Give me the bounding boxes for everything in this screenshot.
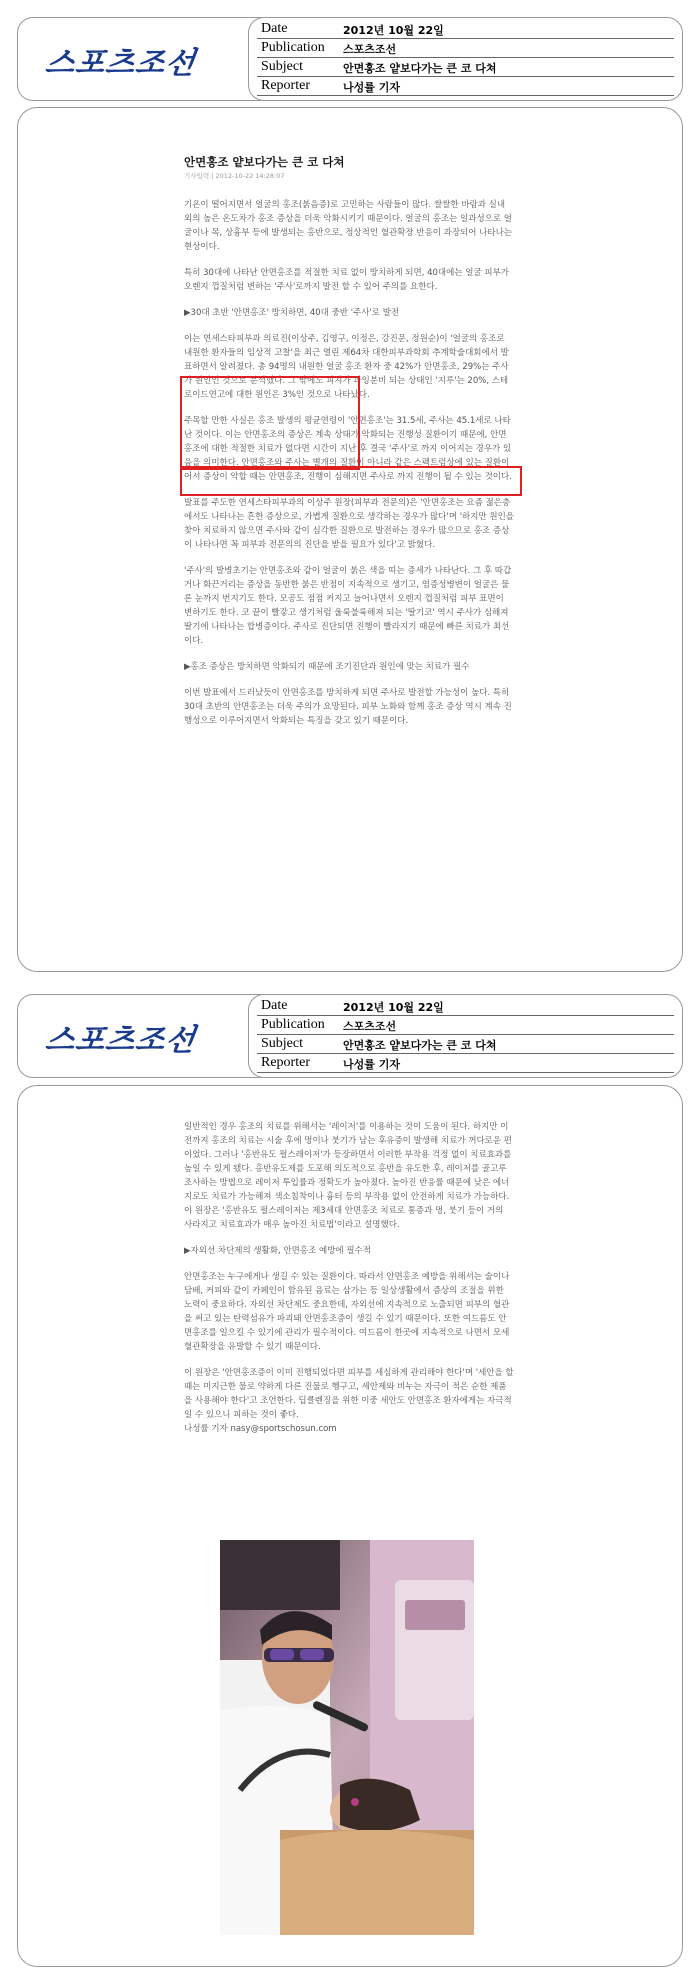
reporter-byline: 나성률 기자 nasy@sportschosun.com [184,1424,337,1434]
reporter-key: Reporter [261,78,310,93]
meta-subject-row [257,58,674,77]
subject-key: Subject [261,59,303,74]
paragraph: 기온이 떨어지면서 얼굴의 홍조(붉음증)로 고민하는 사람들이 많다. 쌀쌀한 바람과 실내 외의 높은 온도차가 홍조 증상을 더욱 악화시키기 때문이다. 얼굴의 홍조는 일과성으로 얼굴이나 목, 상흉부 등에 발생되는 홍반으로, 정상적인 혈관확장 반응이 과장되어 나타나는 현상이다. [184,200,513,252]
paragraph: 일반적인 경우 홍조의 치료를 위해서는 '레이저'를 이용하는 것이 도움이 된다. 하지만 이전까지 홍조의 치료는 시술 후에 멍이나 붓기가 남는 후유증이 발생해 치료가 꺼다로운 편이었다. 그러나 '홍반유도 펄스레이저'가 등장하면서 이러한 부작용 걱정 없이 치료효과를 높일 수 있게 됐다. 홍반유도제를 도포해 의도적으로 홍반을 유도한 후, 레이저를 골고루 조사하는 방법으로 레이저 투입률과 정확도가 높아졌다. 높아진 반응률 때문에 낮은 에너지로도 치료가 가능해져 색소침착이나 흉터 등의 부작용 없이 안전하게 치료가 가능하다. 이 원장은 '홍반유도 펄스레이저는 제3세대 안면홍조 치료로 통증과 멍, 붓기 등이 거의 사라지고 치료효과가 매우 높아진 치료법'이라고 설명했다. [184,1122,513,1230]
subject-value: 안면홍조 얕보다가는 큰 코 다쳐 [343,1039,497,1052]
meta-date-row [257,997,674,1016]
meta-box [248,994,683,1078]
meta-date-row [257,20,674,39]
highlight-box-lower [180,466,522,496]
reporter-key: Reporter [261,1055,310,1070]
highlighted-paragraph: 이는 연세스타피부과 의료진(이상주, 김영구, 이정은, 강진문, 정원순)이 '얼굴의 홍조로 내원한 환자들의 임상적 고찰'을 최근 열린 제64차 대한피부과학회 추계학술대회에서 발표하면서 알려졌다. 총 94명의 내원한 얼굴 홍조 환자 중 42%가 안면홍조, 29%는 주사가 원인인 것으로 분석했다. 그 밖에도 피지가 과잉분비 되는 상태인 '지루'는 20%, 스테로이드연고에 대한 원인은 3%인 것으로 나타났다. [184,334,509,400]
logo-box [17,994,277,1078]
paragraph: 특히 30대에 나타난 안면홍조를 적절한 치료 없이 방치하게 되면, 40대에는 얼굴 피부가 오렌지 껍질처럼 변하는 '주사'로까지 발전 할 수 있어 주의를 요한다. [184,268,510,292]
reporter-value: 나성률 기자 [343,1058,400,1071]
publication-value: 스포츠조선 [343,1020,397,1033]
highlight-box-upper [180,376,360,470]
meta-subject-row [257,1035,674,1054]
date-key: Date [261,998,288,1013]
doctor-laser-treatment-photo [220,1540,474,1935]
meta-box [248,17,683,101]
meta-publication-row [257,1016,674,1035]
sportschosun-logo: 스포츠조선 [43,46,198,81]
date-value: 2012년 10월 22일 [343,1001,444,1014]
reporter-value: 나성률 기자 [343,81,400,94]
subject-key: Subject [261,1036,303,1051]
paragraph: 이 원장은 '안면홍조증이 이미 진행되었다면 피부를 세심하게 관리해야 한다'며 '세안을 할 때는 미지근한 물로 약하게 다른 진물로 헹구고, 세안제와 비누는 자극이 적은 순한 제품을 사용해야 한다'고 조언한다. 딥클렌징을 위한 이중 세안도 안면홍조 환자에게는 자극적일 수 있으니 피하는 것이 좋다. [184,1368,514,1420]
paragraph: '주사'의 발병초기는 안면홍조와 같이 얼굴이 붉은 색을 띠는 증세가 나타난다. 그 후 따갑거나 화끈거리는 증상을 동반한 붉은 반점이 지속적으로 생기고, 염증성병변이 얼굴은 물론 눈까지 번지기도 한다. 모공도 점점 커지고 늘어나면서 오렌지 껍질처럼 피부 표면이 변하기도 한다. 코 끝이 빨갛고 생기처럼 울룩불룩해져 되는 '딸기코' 역시 주사가 심해져 딸기에 나타나는 합병증이다. 주사로 진단되면 진행이 빨라지기 때문에 빠른 치료가 최선이다. [184,566,512,646]
article-photo [220,1540,474,1935]
article-column-2 [184,1120,514,1448]
subheading: ▶홍조 증상은 방치하면 악화되기 때문에 조기진단과 원인에 맞는 치료가 필수 [184,662,470,672]
meta-publication-row [257,39,674,58]
meta-reporter-row [257,77,674,96]
paragraph: 이번 발표에서 드러났듯이 안면홍조를 방치하게 되면 주사로 발전할 가능성이 높다. 특히 30대 초반의 안면홍조는 더욱 주의가 요망된다. 피부 노화와 함께 홍조 증상 역시 계속 진행성으로 이루어지면서 악화되는 특징을 갖고 있기 때문이다. [184,688,512,726]
article-dateline: 기사입력 | 2012-10-22 14:28:07 [184,172,285,180]
sportschosun-logo: 스포츠조선 [43,1023,198,1058]
publication-key: Publication [261,1017,325,1032]
article-headline: 안면홍조 얕보다가는 큰 코 다쳐 [184,155,345,169]
logo-box [17,17,277,101]
paragraph: 주목할 만한 사실은 홍조 발생의 평균연령이 '안면홍조'는 31.5세, 주사는 45.1세로 나타난 것이다. 이는 안면홍조의 증상은 계속 상태가 악화되는 진행성 질환이기 때문에, 안면홍조에 대한 적절한 치료가 없다면 시간이 지난 후 결국 '주사'로 까지 이어지는 경우가 있음을 의미한다. 안면홍조와 주사는 별개의 질환이 아니라 같은 스펙트럼상에 있는 질환이어서 증상이 악할 때는 안면홍조, 진행이 심해지면 주사로 까지 진행이 될 수 있는 것이다. [184,416,512,482]
date-value: 2012년 10월 22일 [343,24,444,37]
paragraph: 발표를 주도한 연세스타피부과의 이상주 원장(피부과 전문의)은 '안면홍조는 요즘 젊은층에서도 나타나는 흔한 증상으로, 가볍게 질환으로 생각하는 경우가 많다'며 '하지만 원인을 찾아 치료하지 않으면 주사와 같이 심각한 질환으로 발전하는 경우가 많으므로 홍조 증상이 나타나면 꼭 피부과 전문의의 진단을 받을 필요가 있다'고 밝혔다. [184,498,514,550]
subheading: ▶30대 초반 '안면홍조' 방치하면, 40대 중반 '주사'로 발전 [184,308,400,318]
publication-key: Publication [261,40,325,55]
paragraph: 안면홍조는 누구에게나 생길 수 있는 질환이다. 따라서 안면홍조 예방을 위해서는 술이나 담배, 커피와 같이 카페인이 함유된 음료는 삼가는 등 일상생활에서 증상의 조절을 위한 노력이 중요하다. 자외선 차단제도 중요한데, 자외선에 지속적으로 노출되면 피부의 혈관을 써고 있는 탄력섬유가 파괴돼 안면홍조증이 생길 수 있기 때문이다. 또한 여드름도 안면홍조를 일으킬 수 있기에 관리가 필수적이다. 여드름이 한곳에 지속적으로 나면서 모세혈관확장을 유발할 수 있기 때문이다. [184,1272,510,1352]
date-key: Date [261,21,288,36]
subheading: ▶자외선 차단제의 생활화, 안면홍조 예방에 필수적 [184,1246,371,1256]
subject-value: 안면홍조 얕보다가는 큰 코 다쳐 [343,62,497,75]
publication-value: 스포츠조선 [343,43,397,56]
meta-reporter-row [257,1054,674,1073]
